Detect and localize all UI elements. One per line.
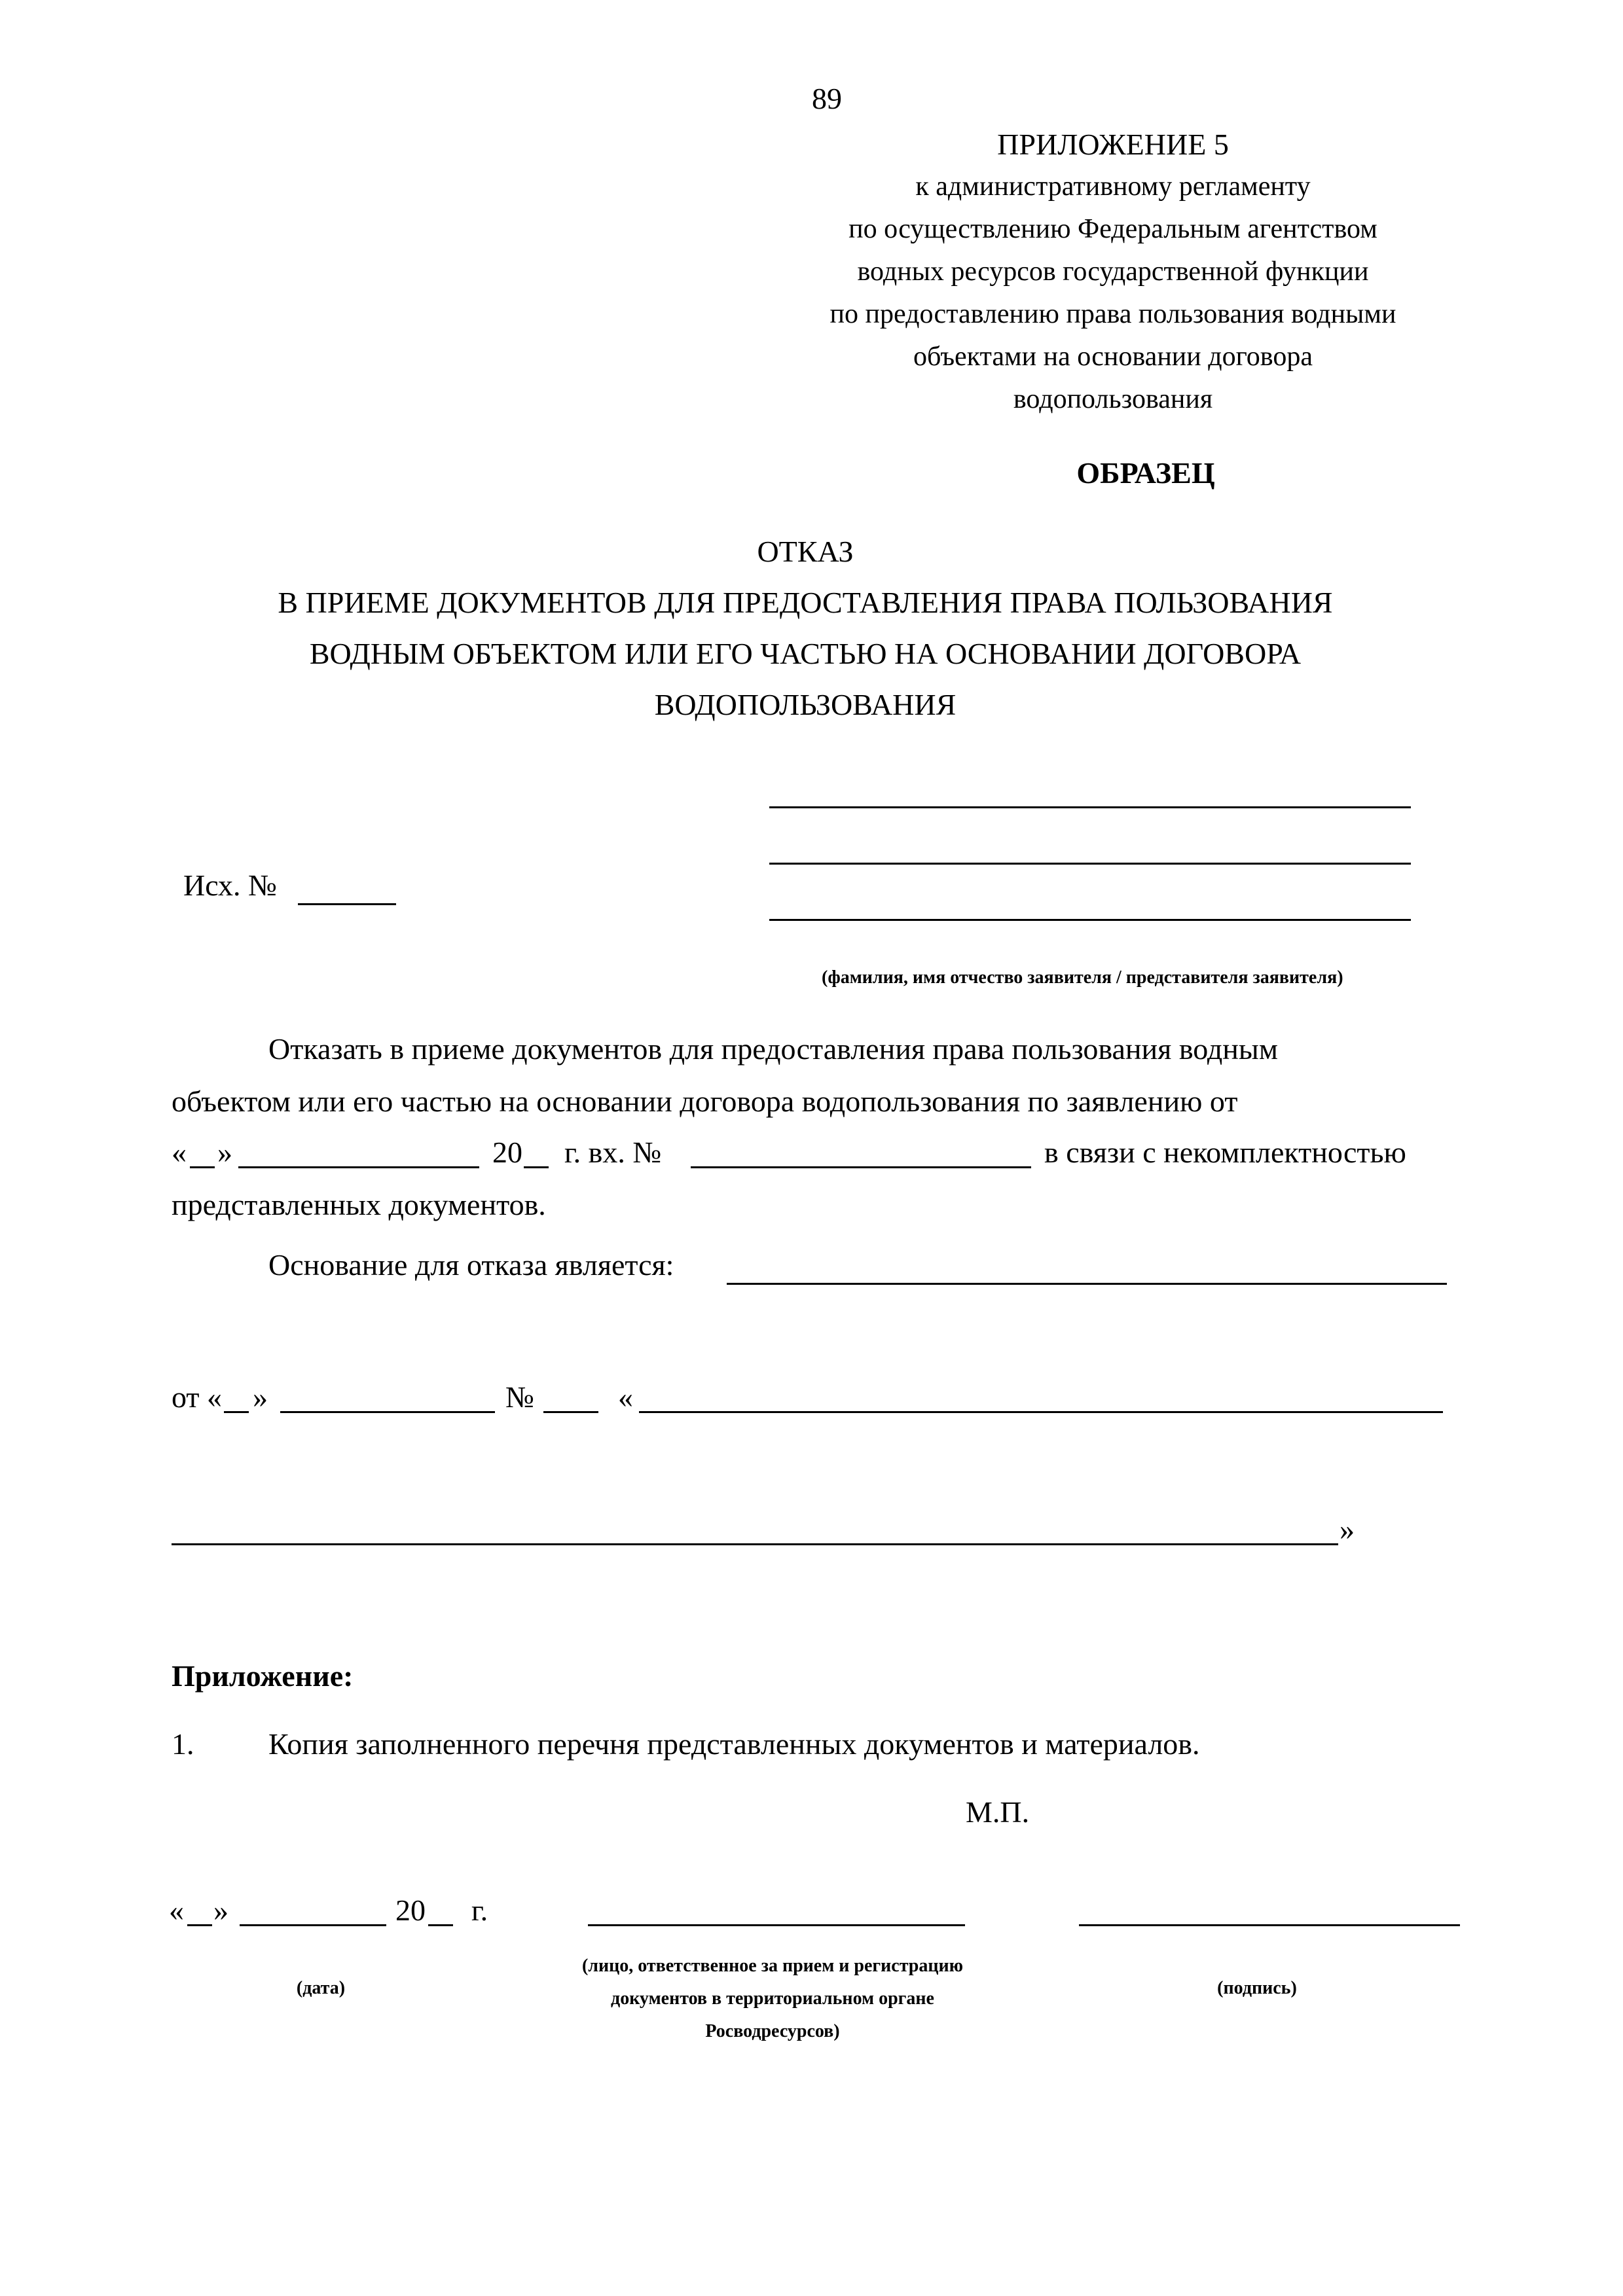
date-caption: (дата)	[296, 1978, 346, 1998]
sign-date-open: «	[169, 1893, 184, 1927]
body-reason: в связи с некомплектностью	[1044, 1136, 1406, 1169]
from-title-field[interactable]	[639, 1411, 1443, 1413]
sign-month-field[interactable]	[240, 1924, 386, 1926]
appendix-line: по предоставлению права пользования водными	[830, 299, 1396, 329]
body-year-prefix: 20	[492, 1136, 522, 1169]
body-line: Отказать в приеме документов для предоставления права пользования водным	[268, 1032, 1278, 1066]
from-number-sign: №	[505, 1380, 534, 1414]
applicant-line	[769, 919, 1411, 921]
page-number: 89	[812, 82, 842, 115]
from-date-field[interactable]	[280, 1411, 495, 1413]
responsible-person-field[interactable]	[588, 1924, 965, 1926]
title-continuation-field[interactable]	[172, 1543, 1338, 1545]
heading-line: ОТКАЗ	[757, 535, 854, 568]
appendix-line: по осуществлению Федеральным агентством	[848, 214, 1377, 244]
body-day-field[interactable]	[190, 1166, 215, 1168]
body-year-field[interactable]	[524, 1166, 549, 1168]
basis-field[interactable]	[727, 1283, 1447, 1285]
appendix-line: водопользования	[1013, 384, 1213, 414]
applicant-line	[769, 863, 1411, 865]
from-prefix: от «	[172, 1380, 222, 1414]
heading-line: ВОДНЫМ ОБЪЕКТОМ ИЛИ ЕГО ЧАСТЬЮ НА ОСНОВАНИИ ДОГОВОРА	[309, 637, 1302, 670]
heading-line: В ПРИЕМЕ ДОКУМЕНТОВ ДЛЯ ПРЕДОСТАВЛЕНИЯ ПРАВА ПОЛЬЗОВАНИЯ	[278, 586, 1333, 619]
attachment-item-number: 1.	[172, 1727, 194, 1761]
sample-label: ОБРАЗЕЦ	[1076, 456, 1215, 490]
appendix-block	[753, 130, 1473, 428]
appendix-line: водных ресурсов государственной функции	[857, 257, 1369, 287]
body-line: объектом или его частью на основании договора водопользования по заявлению от	[172, 1085, 1238, 1118]
attachment-item-text: Копия заполненного перечня представленных документов и материалов.	[268, 1727, 1200, 1761]
responsible-caption: (лицо, ответственное за прием и регистрацию	[581, 1956, 964, 1976]
body-incoming-label: г. вх. №	[564, 1136, 662, 1169]
from-close-quote: »	[253, 1380, 268, 1414]
appendix-line: объектами на основании договора	[913, 342, 1313, 372]
appendix-line: к административному регламенту	[915, 171, 1311, 202]
body-date-open: «	[172, 1136, 187, 1169]
sign-date-close: »	[213, 1893, 228, 1927]
outgoing-number-field[interactable]	[298, 903, 396, 905]
signature-caption: (подпись)	[1217, 1978, 1297, 1998]
responsible-caption: документов в территориальном органе	[611, 1988, 934, 2009]
from-open-quote: «	[618, 1380, 633, 1414]
attachment-title: Приложение:	[172, 1659, 354, 1693]
stamp-label: М.П.	[966, 1795, 1030, 1829]
applicant-caption: (фамилия, имя отчество заявителя / представителя заявителя)	[822, 967, 1343, 988]
closing-quote: »	[1340, 1513, 1355, 1546]
signature-field[interactable]	[1079, 1924, 1460, 1926]
heading-line: ВОДОПОЛЬЗОВАНИЯ	[654, 688, 957, 721]
responsible-caption: Росводресурсов)	[705, 2021, 840, 2041]
from-day-field[interactable]	[224, 1411, 249, 1413]
sign-day-field[interactable]	[187, 1924, 212, 1926]
sign-year-suffix: г.	[471, 1893, 488, 1927]
body-incoming-number-field[interactable]	[691, 1166, 1031, 1168]
body-month-field[interactable]	[238, 1166, 479, 1168]
body-date-close: »	[217, 1136, 232, 1169]
sign-year-prefix: 20	[395, 1893, 426, 1927]
outgoing-number-label: Исх. №	[183, 869, 277, 902]
basis-label: Основание для отказа является:	[268, 1248, 674, 1282]
body-line: представленных документов.	[172, 1188, 546, 1221]
appendix-title: ПРИЛОЖЕНИЕ 5	[997, 128, 1229, 161]
sign-year-field[interactable]	[428, 1924, 453, 1926]
from-number-field[interactable]	[543, 1411, 598, 1413]
document-heading	[131, 537, 1480, 741]
applicant-line	[769, 806, 1411, 808]
